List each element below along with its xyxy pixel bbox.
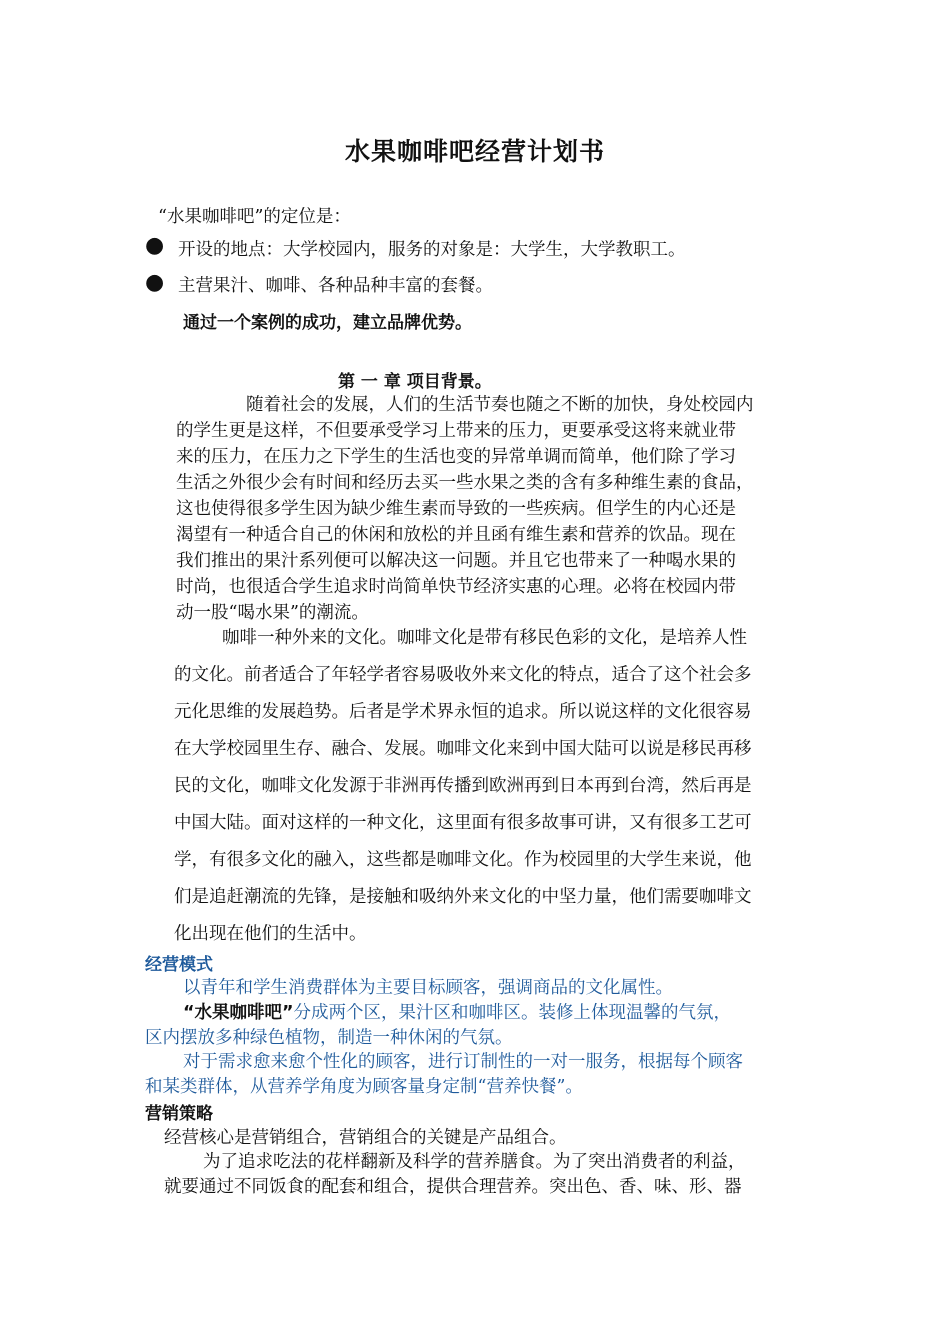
chapter-heading: 第 一 章 项目背景。 xyxy=(338,372,492,392)
business-line: 和某类群体，从营养学角度为顾客量身定制“营养快餐”。 xyxy=(145,1077,583,1097)
paragraph-line: 民的文化，咖啡文化发源于非洲再传播到欧洲再到日本再到台湾，然后再是 xyxy=(174,776,752,796)
business-line: 以青年和学生消费群体为主要目标顾客，强调商品的文化属性。 xyxy=(183,978,673,998)
paragraph-line: 中国大陆。面对这样的一种文化，这里面有很多故事可讲，又有很多工艺可 xyxy=(174,813,752,833)
paragraph-line: 动一股“喝水果”的潮流。 xyxy=(176,603,369,623)
paragraph-line: 们是追赶潮流的先锋，是接触和吸纳外来文化的中坚力量，他们需要咖啡文 xyxy=(174,887,752,907)
brand-quote: “水果咖啡吧” xyxy=(183,1003,294,1023)
business-line: 区内摆放多种绿色植物，制造一种休闲的气氛。 xyxy=(145,1028,513,1048)
paragraph-line: 渴望有一种适合自己的休闲和放松的并且函有维生素和营养的饮品。现在 xyxy=(176,525,736,545)
bullet-item-products: 主营果汁、咖啡、各种品种丰富的套餐。 xyxy=(178,276,493,296)
paragraph-line: 我们推出的果汁系列便可以解决这一问题。并且它也带来了一种喝水果的 xyxy=(176,551,736,571)
paragraph-line: 随着社会的发展，人们的生活节奏也随之不断的加快，身处校园内 xyxy=(246,395,754,415)
bullet-item-location: 开设的地点：大学校园内，服务的对象是：大学生，大学教职工。 xyxy=(178,240,686,260)
positioning-line: “水果咖啡吧”的定位是： xyxy=(158,207,351,227)
paragraph-line: 时尚，也很适合学生追求时尚简单快节经济实惠的心理。必将在校园内带 xyxy=(176,577,736,597)
paragraph-line: 来的压力，在压力之下学生的生活也变的异常单调而简单，他们除了学习 xyxy=(176,447,736,467)
paragraph-line: 的学生更是这样，不但要承受学习上带来的压力，更要承受这将来就业带 xyxy=(176,421,736,441)
section-heading-marketing: 营销策略 xyxy=(145,1104,213,1124)
marketing-line: 为了追求吃法的花样翻新及科学的营养膳食。为了突出消费者的利益， xyxy=(203,1152,746,1172)
paragraph-line: 学，有很多文化的融入，这些都是咖啡文化。作为校园里的大学生来说，他 xyxy=(174,850,752,870)
paragraph-line: 的文化。前者适合了年轻学者容易吸收外来文化的特点，适合了这个社会多 xyxy=(174,665,752,685)
bullet-dot-icon: ● xyxy=(145,270,165,295)
paragraph-line: 咖啡一种外来的文化。咖啡文化是带有移民色彩的文化，是培养人性 xyxy=(222,628,747,648)
paragraph-line: 化出现在他们的生活中。 xyxy=(174,924,367,944)
slogan: 通过一个案例的成功，建立品牌优势。 xyxy=(183,313,472,333)
marketing-line: 经营核心是营销组合，营销组合的关键是产品组合。 xyxy=(164,1128,567,1148)
paragraph-line: 元化思维的发展趋势。后者是学术界永恒的追求。所以说这样的文化很容易 xyxy=(174,702,752,722)
section-heading-business-model: 经营模式 xyxy=(145,955,213,975)
paragraph-line: 在大学校园里生存、融合、发展。咖啡文化来到中国大陆可以说是移民再移 xyxy=(174,739,752,759)
paragraph-line: 生活之外很少会有时间和经历去买一些水果之类的含有多种维生素的食品， xyxy=(176,473,754,493)
marketing-line: 就要通过不同饭食的配套和组合，提供合理营养。突出色、香、味、形、器 xyxy=(164,1177,742,1197)
bullet-dot-icon: ● xyxy=(145,233,165,258)
paragraph-line: 这也使得很多学生因为缺少维生素而导致的一些疾病。但学生的内心还是 xyxy=(176,499,736,519)
business-line: 对于需求愈来愈个性化的顾客，进行订制性的一对一服务，根据每个顾客 xyxy=(183,1052,743,1072)
page-title: 水果咖啡吧经营计划书 xyxy=(344,137,605,166)
business-line: “水果咖啡吧”分成两个区，果汁区和咖啡区。装修上体现温馨的气氛， xyxy=(183,1003,732,1023)
